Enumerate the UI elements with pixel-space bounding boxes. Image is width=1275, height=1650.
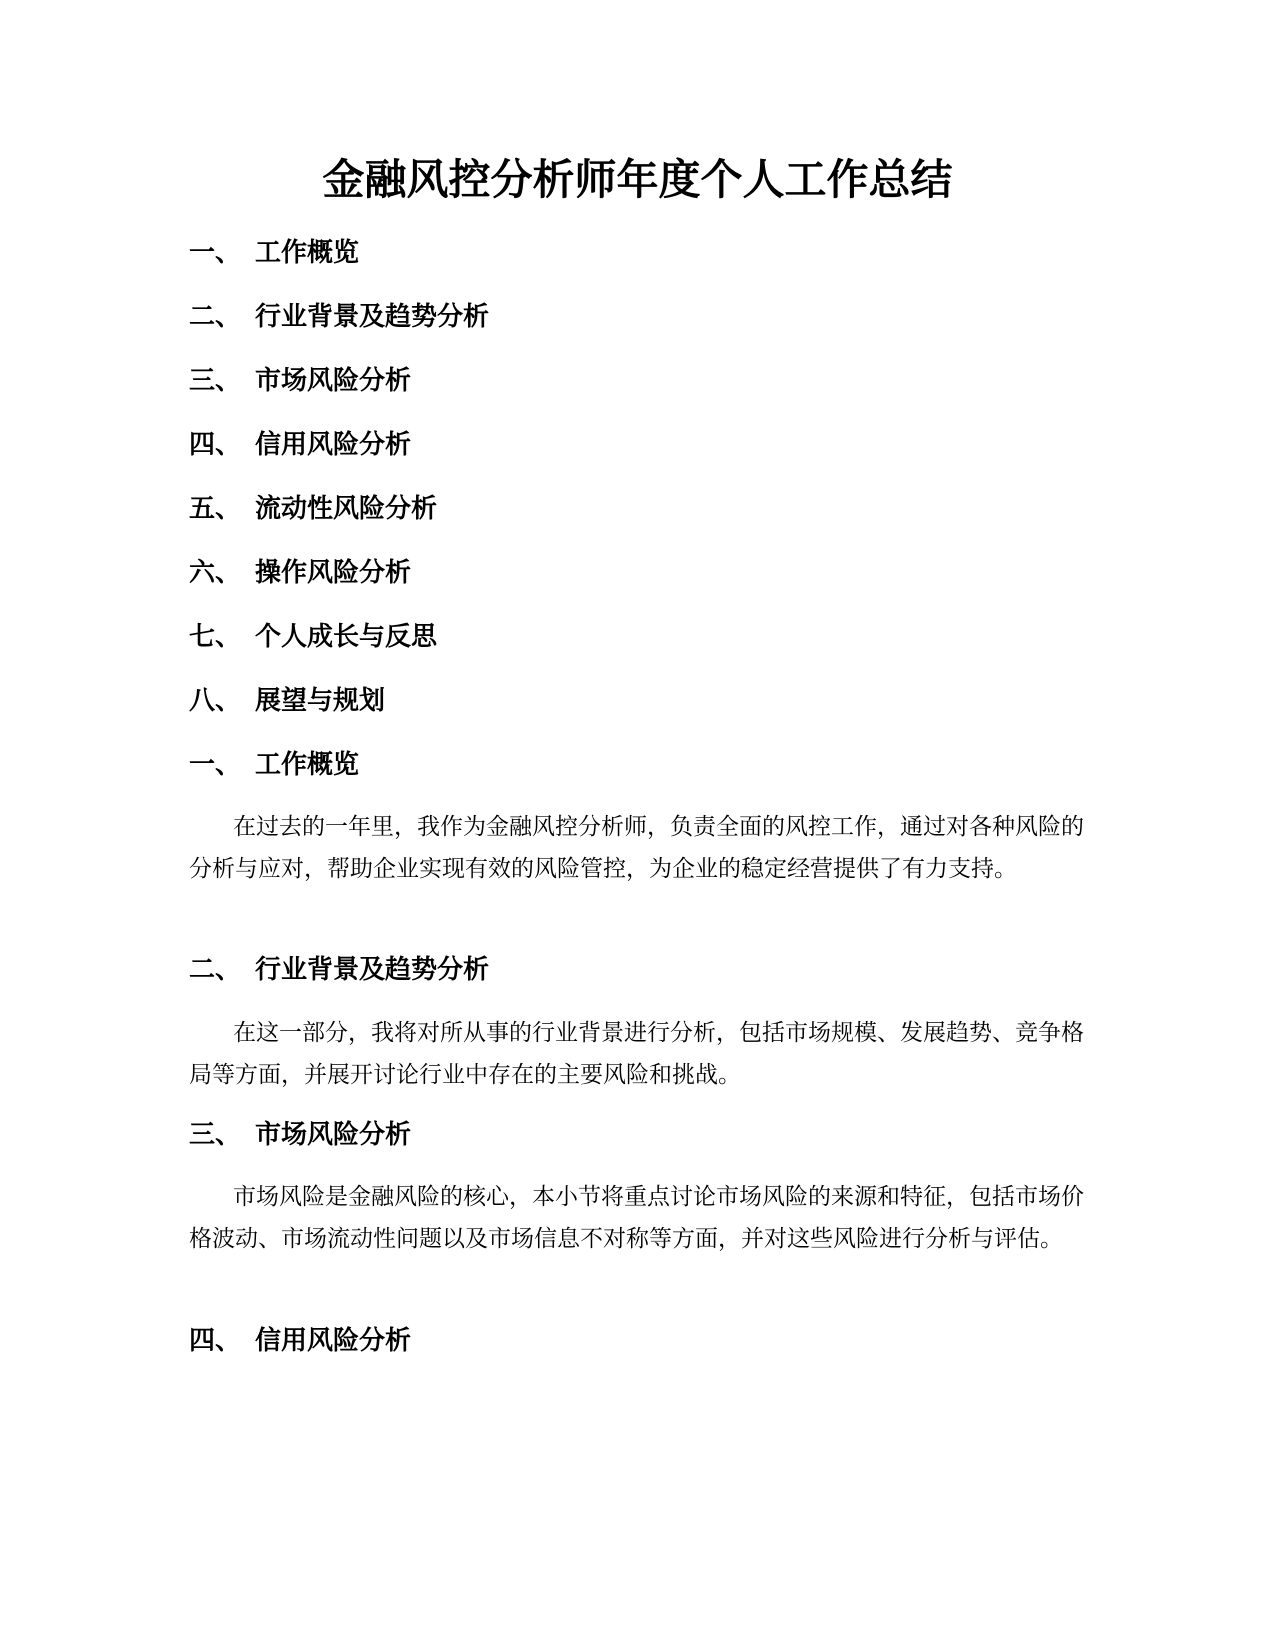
- toc-item-number: 八、: [189, 686, 242, 716]
- section-number: 一、: [189, 750, 242, 780]
- toc-item: [189, 489, 437, 529]
- section-number: 三、: [189, 1120, 242, 1150]
- toc-item-number: 六、: [189, 558, 242, 588]
- toc-item-label: 操作风险分析: [255, 558, 412, 588]
- section-title: 信用风险分析: [255, 1326, 412, 1356]
- toc-item: [189, 553, 411, 593]
- toc-item: [189, 425, 411, 465]
- section-heading: [189, 1115, 411, 1155]
- toc-item-number: 一、: [189, 238, 242, 268]
- toc-item-number: 四、: [189, 430, 242, 460]
- section-paragraph: 在这一部分，我将对所从事的行业背景进行分析，包括市场规模、发展趋势、竞争格局等方面，并展开讨论行业中存在的主要风险和挑战。: [189, 1020, 1084, 1088]
- section-heading: [189, 950, 489, 990]
- toc-item-label: 信用风险分析: [255, 430, 412, 460]
- toc-item: [189, 233, 359, 273]
- toc-item-number: 三、: [189, 366, 242, 396]
- section-title: 工作概览: [255, 750, 360, 780]
- toc-item: [189, 617, 437, 657]
- toc-item: [189, 297, 489, 337]
- toc-item-number: 五、: [189, 494, 242, 524]
- section-number: 二、: [189, 955, 242, 985]
- section-paragraph: 在过去的一年里，我作为金融风控分析师，负责全面的风控工作，通过对各种风险的分析与应对，帮助企业实现有效的风险管控，为企业的稳定经营提供了有力支持。: [189, 814, 1084, 882]
- toc-item-label: 工作概览: [255, 238, 360, 268]
- toc-item-label: 市场风险分析: [255, 366, 412, 396]
- toc-item: [189, 681, 385, 721]
- toc-item-number: 七、: [189, 622, 242, 652]
- section-title: 市场风险分析: [255, 1120, 412, 1150]
- section-heading: [189, 745, 359, 785]
- toc-item-label: 个人成长与反思: [255, 622, 438, 652]
- toc-item-label: 行业背景及趋势分析: [255, 302, 490, 332]
- section-heading: [189, 1321, 411, 1361]
- toc-item-number: 二、: [189, 302, 242, 332]
- section-paragraph: 市场风险是金融风险的核心，本小节将重点讨论市场风险的来源和特征，包括市场价格波动、市场流动性问题以及市场信息不对称等方面，并对这些风险进行分析与评估。: [189, 1184, 1084, 1252]
- document-title: 金融风控分析师年度个人工作总结: [322, 155, 953, 204]
- toc-item-label: 流动性风险分析: [255, 494, 438, 524]
- section-number: 四、: [189, 1326, 242, 1356]
- toc-item-label: 展望与规划: [255, 686, 386, 716]
- toc-item: [189, 361, 411, 401]
- section-title: 行业背景及趋势分析: [255, 955, 490, 985]
